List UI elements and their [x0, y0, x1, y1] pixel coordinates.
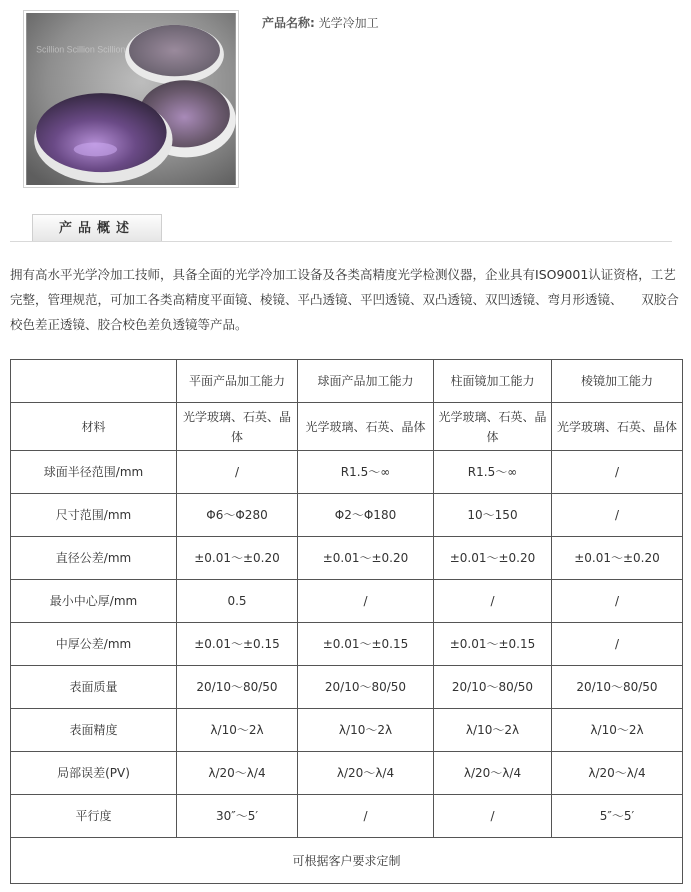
row-label-cell: 球面半径范围/mm — [11, 451, 177, 494]
table-row — [11, 795, 683, 838]
table-cell: / — [298, 580, 434, 623]
table-cell: 光学玻璃、石英、晶体 — [552, 403, 683, 451]
table-cell: ±0.01～±0.15 — [177, 623, 298, 666]
table-cell: λ/10～2λ — [298, 709, 434, 752]
photo-watermark: Scillion Scillion Scillion — [36, 44, 126, 55]
product-name-value: 光学冷加工 — [318, 16, 379, 30]
row-label-cell: 局部误差(PV) — [11, 752, 177, 795]
table-header-cell: 棱镜加工能力 — [552, 360, 683, 403]
tab-product-overview[interactable]: 产品概述 — [32, 214, 162, 241]
table-cell: λ/20～λ/4 — [298, 752, 434, 795]
table-cell: λ/20～λ/4 — [177, 752, 298, 795]
optical-lens-photo — [26, 13, 236, 185]
row-label-cell: 直径公差/mm — [11, 537, 177, 580]
row-label-cell: 平行度 — [11, 795, 177, 838]
table-cell: ±0.01～±0.20 — [177, 537, 298, 580]
table-cell: / — [552, 451, 683, 494]
table-cell: 光学玻璃、石英、晶体 — [298, 403, 434, 451]
table-row — [11, 537, 683, 580]
table-row — [11, 580, 683, 623]
table-header-cell: 平面产品加工能力 — [177, 360, 298, 403]
table-cell: 10～150 — [434, 494, 552, 537]
table-cell: λ/10～2λ — [177, 709, 298, 752]
table-cell: 光学玻璃、石英、晶体 — [434, 403, 552, 451]
table-footer-row — [11, 838, 683, 884]
table-cell: λ/20～λ/4 — [434, 752, 552, 795]
table-cell: 5″～5′ — [552, 795, 683, 838]
table-cell: ±0.01～±0.15 — [434, 623, 552, 666]
table-cell: / — [434, 795, 552, 838]
table-cell: R1.5～∞ — [298, 451, 434, 494]
table-cell: 20/10～80/50 — [552, 666, 683, 709]
product-name-label: 产品名称: — [262, 16, 315, 30]
table-cell: ±0.01～±0.20 — [298, 537, 434, 580]
table-cell: λ/10～2λ — [552, 709, 683, 752]
table-cell: 20/10～80/50 — [298, 666, 434, 709]
table-row — [11, 623, 683, 666]
table-cell: / — [298, 795, 434, 838]
table-cell: Φ6～Φ280 — [177, 494, 298, 537]
overview-tab-bar — [10, 212, 672, 242]
row-label-cell: 材料 — [11, 403, 177, 451]
table-cell: / — [552, 580, 683, 623]
table-cell: 0.5 — [177, 580, 298, 623]
table-cell: / — [552, 623, 683, 666]
table-row — [11, 494, 683, 537]
intro-paragraph: 拥有高水平光学冷加工技师，具备全面的光学冷加工设备及各类高精度光学检测仪器，企业具有ISO9001认证资格，工艺完整，管理规范，可加工各类高精度平面镜、棱镜、平凸透镜、平凹透镜、双凸透镜、双凹透镜、弯月形透镜、 双胶合校色差正透镜、胶合校色差负透镜等产品。 — [10, 267, 679, 332]
table-cell: ±0.01～±0.15 — [298, 623, 434, 666]
row-label-cell: 表面质量 — [11, 666, 177, 709]
table-row — [11, 666, 683, 709]
custom-order-note: 可根据客户要求定制 — [11, 838, 683, 884]
table-cell: / — [177, 451, 298, 494]
table-row — [11, 403, 683, 451]
table-row — [11, 709, 683, 752]
table-row — [11, 451, 683, 494]
row-label-cell: 中厚公差/mm — [11, 623, 177, 666]
row-label-cell: 最小中心厚/mm — [11, 580, 177, 623]
table-cell: λ/20～λ/4 — [552, 752, 683, 795]
table-cell: λ/10～2λ — [434, 709, 552, 752]
table-header-cell — [11, 360, 177, 403]
table-cell: / — [552, 494, 683, 537]
row-label-cell: 表面精度 — [11, 709, 177, 752]
table-header-cell: 柱面镜加工能力 — [434, 360, 552, 403]
capability-table — [10, 359, 683, 884]
table-cell: R1.5～∞ — [434, 451, 552, 494]
lens-back — [125, 25, 224, 84]
table-cell: ±0.01～±0.20 — [434, 537, 552, 580]
table-cell: 20/10～80/50 — [434, 666, 552, 709]
product-name-row — [262, 14, 379, 31]
table-header-cell: 球面产品加工能力 — [298, 360, 434, 403]
table-cell: 20/10～80/50 — [177, 666, 298, 709]
product-photo — [23, 10, 239, 188]
table-cell: 30″～5′ — [177, 795, 298, 838]
table-cell: ±0.01～±0.20 — [552, 537, 683, 580]
table-row — [11, 752, 683, 795]
table-header-row — [11, 360, 683, 403]
table-cell: / — [434, 580, 552, 623]
row-label-cell: 尺寸范围/mm — [11, 494, 177, 537]
table-cell: Φ2～Φ180 — [298, 494, 434, 537]
table-cell: 光学玻璃、石英、晶体 — [177, 403, 298, 451]
